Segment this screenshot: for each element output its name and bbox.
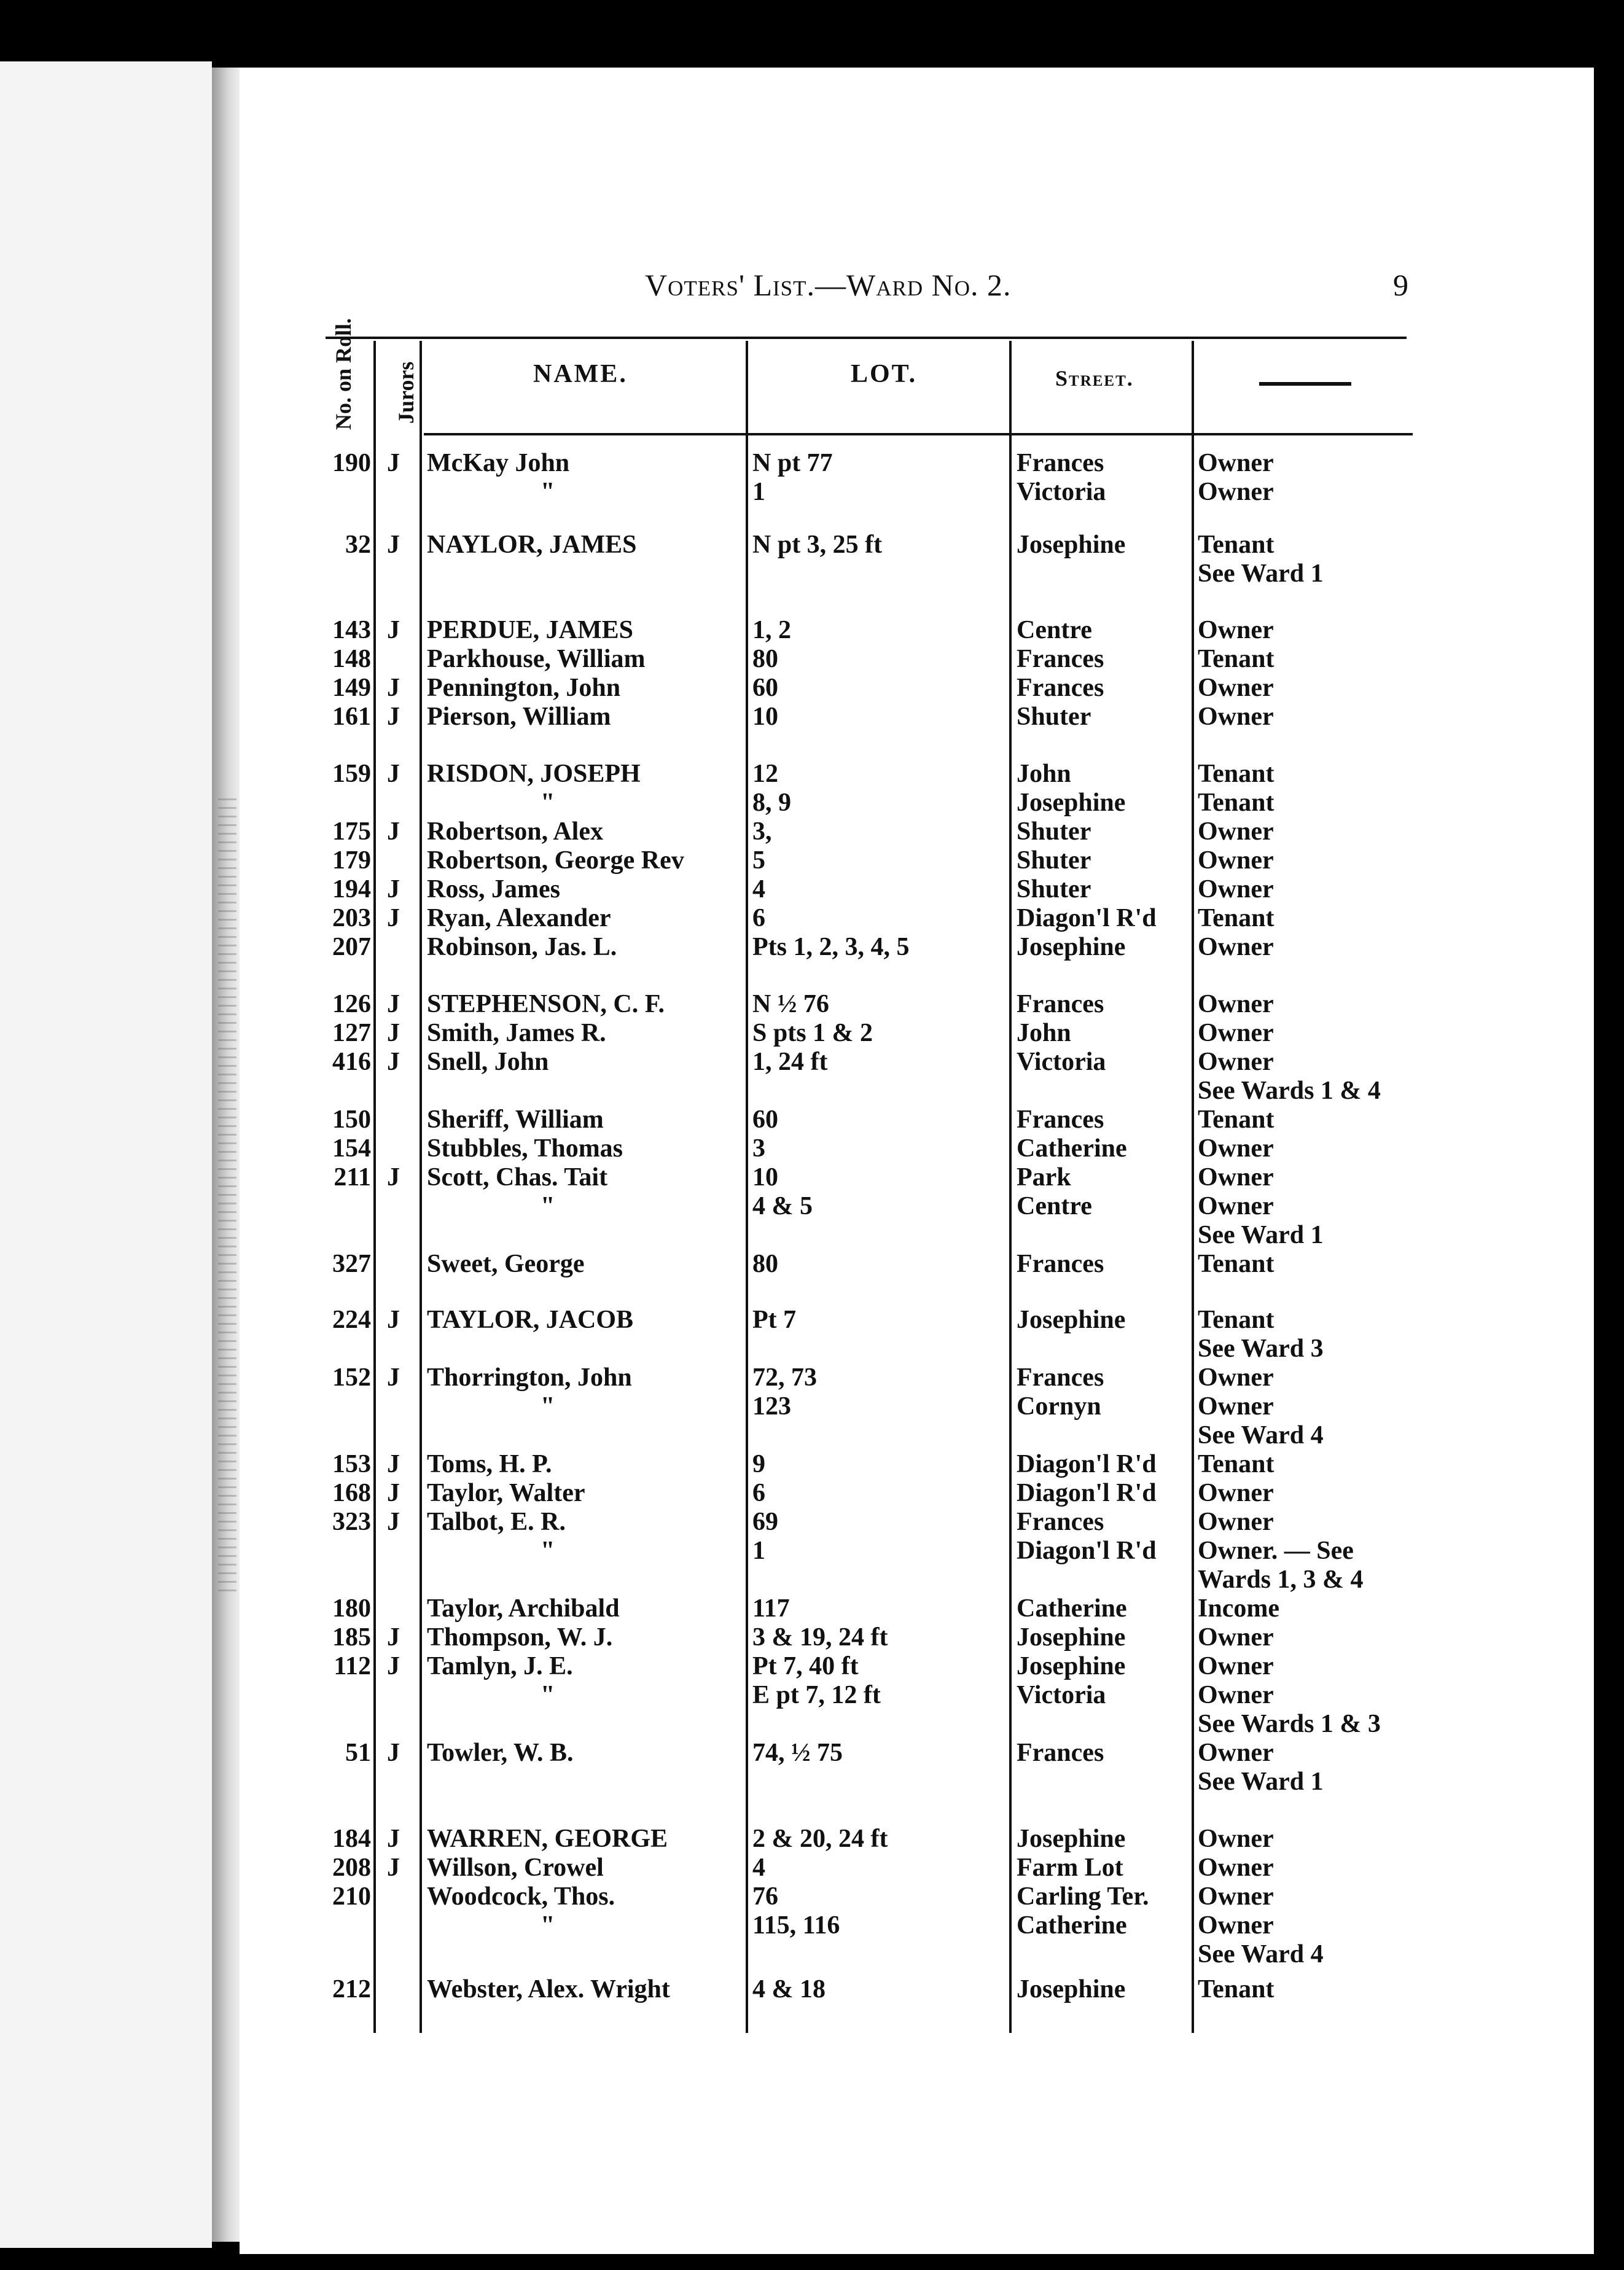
roll-number: 211 [334, 1163, 371, 1192]
status: Tenant [1198, 1106, 1275, 1134]
roll-number: 323 [332, 1508, 371, 1536]
status: Owner [1198, 703, 1274, 731]
street: Frances [1017, 1106, 1104, 1134]
juror-mark: J [387, 531, 400, 559]
lot: 60 [752, 1106, 778, 1134]
status: Owner [1198, 1854, 1274, 1882]
juror-mark: J [387, 1623, 400, 1652]
page-edge-speckle [218, 798, 236, 1597]
roll-number: 143 [332, 616, 371, 644]
status: Income [1198, 1594, 1279, 1623]
lot: 6 [752, 1479, 765, 1507]
status: Tenant [1198, 760, 1275, 788]
lot: 8, 9 [752, 789, 791, 817]
roll-number: 224 [332, 1306, 371, 1334]
header-rule [424, 433, 1413, 435]
roll-number: 175 [332, 817, 371, 846]
street: Diagon'l R'd [1017, 1450, 1157, 1478]
street: Josephine [1017, 531, 1126, 559]
roll-number: 207 [332, 933, 371, 961]
street: Catherine [1017, 1911, 1127, 1940]
lot: 76 [752, 1882, 778, 1911]
street: Victoria [1017, 478, 1106, 506]
voter-name: Robinson, Jas. L. [427, 933, 617, 961]
voter-name: TAYLOR, JACOB [427, 1306, 634, 1334]
street: Park [1017, 1163, 1071, 1192]
roll-number: 208 [332, 1854, 371, 1882]
top-rule [326, 337, 1407, 339]
lot: 60 [752, 674, 778, 702]
juror-mark: J [387, 760, 400, 788]
lot: 9 [752, 1450, 765, 1478]
status: See Wards 1 & 3 [1198, 1710, 1381, 1738]
voter-name: Thorrington, John [427, 1363, 632, 1392]
roll-number: 194 [332, 875, 371, 903]
juror-mark: J [387, 674, 400, 702]
lot: E pt 7, 12 ft [752, 1681, 881, 1709]
lot: N ½ 76 [752, 990, 829, 1018]
street: Frances [1017, 1363, 1104, 1392]
lot: 80 [752, 645, 778, 673]
status-header-dash [1259, 382, 1351, 386]
lot: 1 [752, 478, 765, 506]
status: Owner [1198, 478, 1274, 506]
voter-name: Sweet, George [427, 1250, 585, 1278]
status: Owner [1198, 990, 1274, 1018]
roll-number: 168 [332, 1479, 371, 1507]
lot: 123 [752, 1392, 791, 1421]
roll-number: 184 [332, 1825, 371, 1853]
street: Josephine [1017, 1975, 1126, 2003]
lot: 4 [752, 1854, 765, 1882]
voter-name: RISDON, JOSEPH [427, 760, 641, 788]
voter-name: Scott, Chas. Tait [427, 1163, 608, 1192]
lot: 74, ½ 75 [752, 1739, 843, 1767]
voter-name: Tamlyn, J. E. [427, 1652, 573, 1680]
street: Carling Ter. [1017, 1882, 1149, 1911]
street: Josephine [1017, 789, 1126, 817]
street: Shuter [1017, 817, 1091, 846]
street: Josephine [1017, 1623, 1126, 1652]
lot: 1, 2 [752, 616, 791, 644]
voter-name: WARREN, GEORGE [427, 1825, 668, 1853]
juror-mark: J [387, 990, 400, 1018]
page-title: Voters' List.—Ward No. 2. [645, 268, 1012, 302]
voter-name: Towler, W. B. [427, 1739, 574, 1767]
page-number: 9 [1393, 268, 1409, 302]
voter-name: McKay John [427, 449, 570, 477]
status: Owner [1198, 846, 1274, 875]
col-street: Street. [1055, 366, 1134, 391]
lot: Pts 1, 2, 3, 4, 5 [752, 933, 910, 961]
juror-mark: J [387, 449, 400, 477]
roll-number: 150 [332, 1106, 371, 1134]
street: Shuter [1017, 875, 1091, 903]
voter-name: " [541, 1681, 555, 1709]
voter-name: Robertson, George Rev [427, 846, 684, 875]
status: See Ward 4 [1198, 1421, 1324, 1449]
juror-mark: J [387, 875, 400, 903]
roll-number: 127 [332, 1019, 371, 1047]
lot: 80 [752, 1250, 778, 1278]
juror-mark: J [387, 1363, 400, 1392]
lot: 1 [752, 1537, 765, 1565]
voter-name: Sheriff, William [427, 1106, 604, 1134]
juror-mark: J [387, 1652, 400, 1680]
status: Owner [1198, 1363, 1274, 1392]
juror-mark: J [387, 1048, 400, 1076]
juror-mark: J [387, 904, 400, 932]
voter-name: Pennington, John [427, 674, 621, 702]
lot: 12 [752, 760, 778, 788]
street: Josephine [1017, 1652, 1126, 1680]
juror-mark: J [387, 1306, 400, 1334]
voter-name: Woodcock, Thos. [427, 1882, 615, 1911]
street: Josephine [1017, 1825, 1126, 1853]
rule-after-lot [1009, 341, 1012, 2033]
lot: 5 [752, 846, 765, 875]
voter-name: Toms, H. P. [427, 1450, 552, 1478]
status: Owner [1198, 817, 1274, 846]
street: Frances [1017, 449, 1104, 477]
status: Owner [1198, 674, 1274, 702]
status: Owner [1198, 616, 1274, 644]
lot: N pt 77 [752, 449, 833, 477]
juror-mark: J [387, 1825, 400, 1853]
street: Josephine [1017, 933, 1126, 961]
roll-number: 32 [345, 531, 371, 559]
col-jurors: Jurors [394, 361, 418, 424]
voter-name: " [541, 1392, 555, 1421]
juror-mark: J [387, 1479, 400, 1507]
street: Frances [1017, 674, 1104, 702]
street: Frances [1017, 1739, 1104, 1767]
left-page [0, 61, 212, 2248]
status: Tenant [1198, 645, 1275, 673]
status: Owner [1198, 1652, 1274, 1680]
status: Wards 1, 3 & 4 [1198, 1566, 1364, 1594]
roll-number: 327 [332, 1250, 371, 1278]
status: Owner [1198, 1479, 1274, 1507]
street: Victoria [1017, 1681, 1106, 1709]
lot: N pt 3, 25 ft [752, 531, 883, 559]
status: Tenant [1198, 1306, 1275, 1334]
street: Frances [1017, 990, 1104, 1018]
street: Josephine [1017, 1306, 1126, 1334]
status: Tenant [1198, 789, 1275, 817]
lot: 4 & 5 [752, 1192, 813, 1220]
street: Catherine [1017, 1594, 1127, 1623]
col-no-on-roll: No. on Roll. [331, 318, 356, 430]
lot: 3, [752, 817, 772, 846]
voter-name: Snell, John [427, 1048, 549, 1076]
voter-name: " [541, 1537, 555, 1565]
juror-mark: J [387, 1854, 400, 1882]
roll-number: 185 [332, 1623, 371, 1652]
juror-mark: J [387, 1450, 400, 1478]
status: Owner [1198, 1623, 1274, 1652]
rule-after-number [373, 341, 376, 2033]
lot: 1, 24 ft [752, 1048, 828, 1076]
status: Tenant [1198, 1250, 1275, 1278]
juror-mark: J [387, 616, 400, 644]
lot: 4 [752, 875, 765, 903]
street: Shuter [1017, 703, 1091, 731]
roll-number: 179 [332, 846, 371, 875]
roll-number: 153 [332, 1450, 371, 1478]
voter-name: Webster, Alex. Wright [427, 1975, 670, 2003]
lot: 4 & 18 [752, 1975, 826, 2003]
status: Owner [1198, 1192, 1274, 1220]
status: Owner [1198, 1019, 1274, 1047]
roll-number: 154 [332, 1134, 371, 1163]
voter-name: " [541, 478, 555, 506]
street: Diagon'l R'd [1017, 904, 1157, 932]
lot: 10 [752, 1163, 778, 1192]
lot: 10 [752, 703, 778, 731]
status: Owner [1198, 1163, 1274, 1192]
roll-number: 190 [332, 449, 371, 477]
voter-name: Parkhouse, William [427, 645, 646, 673]
roll-number: 210 [332, 1882, 371, 1911]
roll-number: 161 [332, 703, 371, 731]
lot: 72, 73 [752, 1363, 817, 1392]
juror-mark: J [387, 703, 400, 731]
voter-name: " [541, 789, 555, 817]
voter-name: Willson, Crowel [427, 1854, 604, 1882]
roll-number: 203 [332, 904, 371, 932]
voter-name: Ryan, Alexander [427, 904, 611, 932]
status: See Wards 1 & 4 [1198, 1077, 1381, 1105]
lot: 6 [752, 904, 765, 932]
street: Centre [1017, 616, 1092, 644]
lot: 115, 116 [752, 1911, 840, 1940]
lot: 3 [752, 1134, 765, 1163]
voter-name: STEPHENSON, C. F. [427, 990, 665, 1018]
status: Owner [1198, 875, 1274, 903]
roll-number: 416 [332, 1048, 371, 1076]
voter-name: " [541, 1192, 555, 1220]
voter-name: Thompson, W. J. [427, 1623, 613, 1652]
lot: 69 [752, 1508, 778, 1536]
voter-name: Stubbles, Thomas [427, 1134, 623, 1163]
street: Catherine [1017, 1134, 1127, 1163]
street: Frances [1017, 1508, 1104, 1536]
street: Shuter [1017, 846, 1091, 875]
street: Frances [1017, 1250, 1104, 1278]
voter-name: Smith, James R. [427, 1019, 606, 1047]
rule-after-jurors [420, 341, 422, 2033]
voter-name: Ross, James [427, 875, 560, 903]
street: Farm Lot [1017, 1854, 1123, 1882]
roll-number: 112 [334, 1652, 371, 1680]
status: Owner. — See [1198, 1537, 1354, 1565]
voter-name: Robertson, Alex [427, 817, 603, 846]
status: Owner [1198, 1392, 1274, 1421]
rule-after-street [1192, 341, 1194, 2033]
status: See Ward 1 [1198, 1221, 1324, 1249]
col-name: NAME. [533, 360, 628, 388]
status: Owner [1198, 1508, 1274, 1536]
lot: 2 & 20, 24 ft [752, 1825, 888, 1853]
rule-after-name [746, 341, 748, 2033]
roll-number: 159 [332, 760, 371, 788]
status: Owner [1198, 1681, 1274, 1709]
street: Centre [1017, 1192, 1092, 1220]
voter-name: NAYLOR, JAMES [427, 531, 637, 559]
roll-number: 126 [332, 990, 371, 1018]
street: Frances [1017, 645, 1104, 673]
lot: 117 [752, 1594, 790, 1623]
status: Tenant [1198, 1975, 1275, 2003]
status: See Ward 3 [1198, 1335, 1324, 1363]
status: Owner [1198, 1134, 1274, 1163]
status: See Ward 1 [1198, 560, 1324, 588]
roll-number: 212 [332, 1975, 371, 2003]
lot: Pt 7 [752, 1306, 797, 1334]
street: Victoria [1017, 1048, 1106, 1076]
status: Owner [1198, 449, 1274, 477]
street: Diagon'l R'd [1017, 1479, 1157, 1507]
status: Owner [1198, 1825, 1274, 1853]
street: Diagon'l R'd [1017, 1537, 1157, 1565]
status: Tenant [1198, 531, 1275, 559]
street: John [1017, 1019, 1071, 1047]
status: See Ward 1 [1198, 1768, 1324, 1796]
juror-mark: J [387, 1019, 400, 1047]
status: Owner [1198, 1882, 1274, 1911]
voter-name: Taylor, Archibald [427, 1594, 620, 1623]
juror-mark: J [387, 1508, 400, 1536]
roll-number: 149 [332, 674, 371, 702]
voter-name: Pierson, William [427, 703, 611, 731]
status: Tenant [1198, 904, 1275, 932]
status: See Ward 4 [1198, 1940, 1324, 1968]
voter-name: " [541, 1911, 555, 1940]
roll-number: 51 [345, 1739, 371, 1767]
roll-number: 180 [332, 1594, 371, 1623]
voter-name: Talbot, E. R. [427, 1508, 566, 1536]
roll-number: 152 [332, 1363, 371, 1392]
voter-name: Taylor, Walter [427, 1479, 585, 1507]
juror-mark: J [387, 1163, 400, 1192]
voter-name: PERDUE, JAMES [427, 616, 634, 644]
juror-mark: J [387, 1739, 400, 1767]
street: John [1017, 760, 1071, 788]
lot: S pts 1 & 2 [752, 1019, 873, 1047]
roll-number: 148 [332, 645, 371, 673]
status: Owner [1198, 1048, 1274, 1076]
lot: 3 & 19, 24 ft [752, 1623, 888, 1652]
status: Owner [1198, 933, 1274, 961]
street: Cornyn [1017, 1392, 1101, 1421]
juror-mark: J [387, 817, 400, 846]
status: Tenant [1198, 1450, 1275, 1478]
status: Owner [1198, 1911, 1274, 1940]
lot: Pt 7, 40 ft [752, 1652, 859, 1680]
col-lot: LOT. [851, 360, 918, 388]
status: Owner [1198, 1739, 1274, 1767]
